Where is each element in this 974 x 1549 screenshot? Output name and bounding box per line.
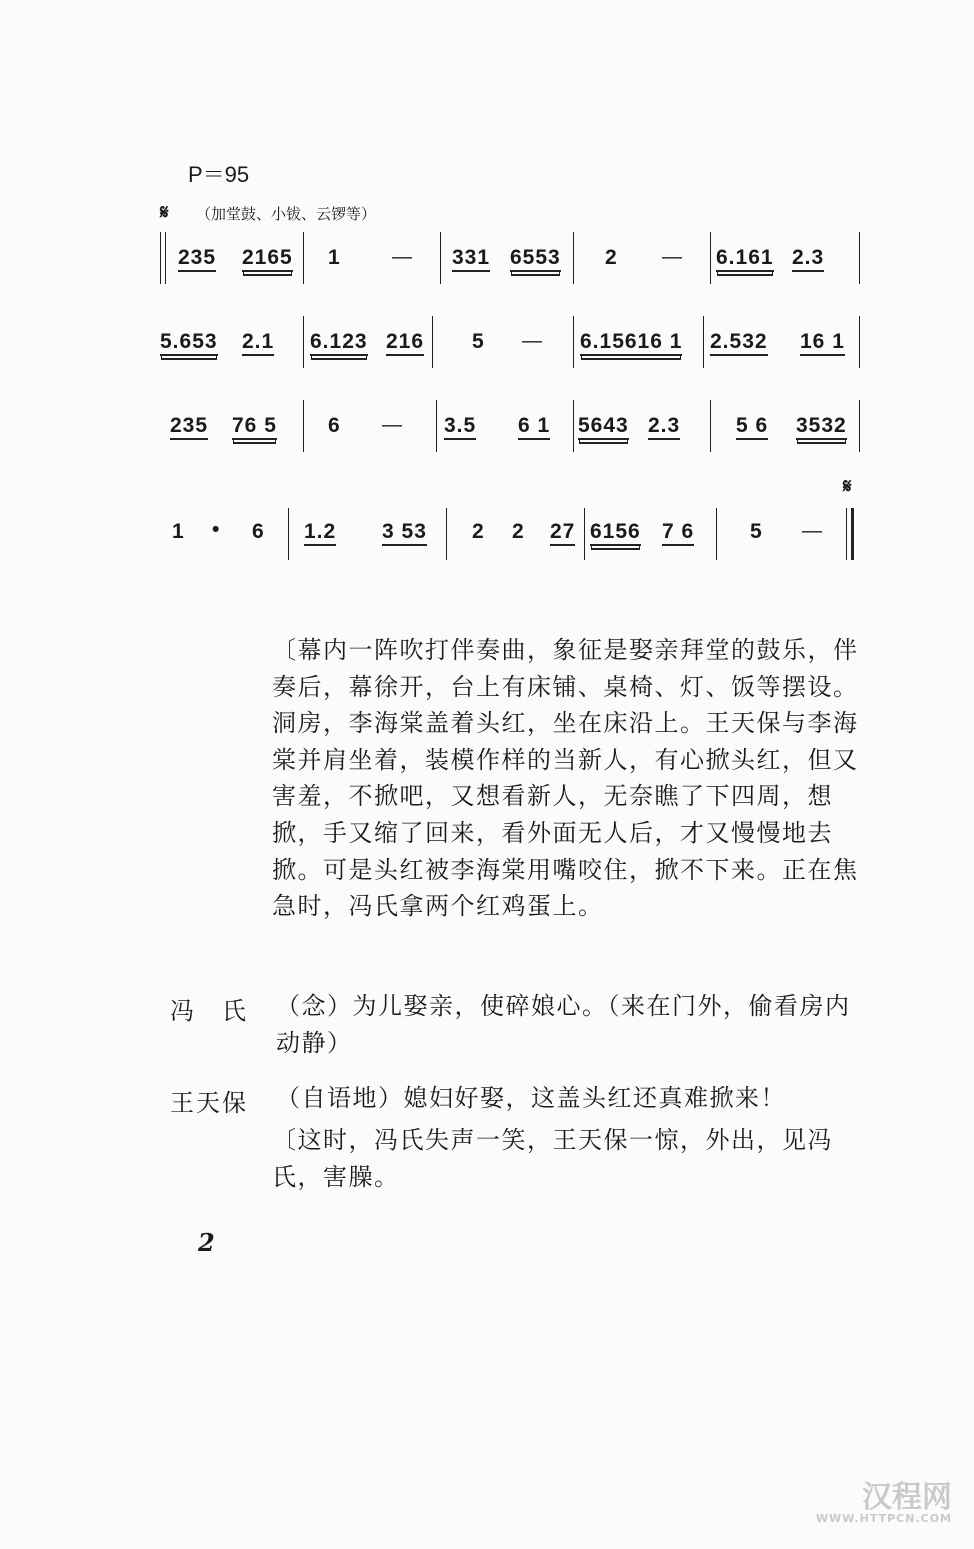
tempo-marking: P＝95 <box>188 162 250 187</box>
note-group: 6553 <box>510 246 561 272</box>
barline <box>288 508 289 560</box>
note-group: 2.3 <box>792 246 824 272</box>
score-line-4 <box>160 500 862 570</box>
watermark-url: WWW.HTTPCN.COM <box>815 1512 952 1525</box>
note-group: 6.123 <box>310 330 368 356</box>
score-line-1 <box>160 232 862 302</box>
sustain-dash: — <box>662 246 682 268</box>
barline <box>432 316 433 368</box>
speaker-feng-shi: 冯 氏 <box>170 997 248 1025</box>
note-group: 235 <box>170 414 208 440</box>
barline <box>859 400 860 452</box>
barline <box>165 232 166 284</box>
segno-sign-start: 𝄋 <box>160 200 169 224</box>
line-feng-shi: （念）为儿娶亲，使碎娘心。（来在门外，偷看房内动静） <box>276 992 851 1057</box>
barline <box>859 232 860 284</box>
sustain-dash: — <box>392 246 412 268</box>
note-group: 76 5 <box>232 414 277 440</box>
barline <box>440 232 441 284</box>
instrumentation-note: （加堂鼓、小钹、云锣等） <box>196 205 377 223</box>
barline <box>303 316 304 368</box>
watermark-name: 汉程网 <box>862 1480 952 1515</box>
note-group: 6156 <box>590 520 641 546</box>
sustain-dash: — <box>522 330 542 352</box>
note-group: 6 <box>252 520 265 543</box>
note-group: 5.653 <box>160 330 218 356</box>
note-group: 3 53 <box>382 520 427 546</box>
page-number: 2 <box>198 1228 215 1257</box>
note-group: 2.1 <box>242 330 274 356</box>
note-group: 5 <box>472 330 485 353</box>
barline <box>716 508 717 560</box>
note-group: 5 <box>750 520 763 543</box>
barline <box>846 508 847 560</box>
note-group: 235 <box>178 246 216 272</box>
final-barline <box>851 508 854 560</box>
score-line-3 <box>160 400 862 470</box>
note-group: 1 <box>328 246 341 269</box>
sustain-dash: — <box>382 414 402 436</box>
speaker-wang-tianbao: 王天保 <box>170 1089 248 1117</box>
barline <box>303 232 304 284</box>
note-group: 3.5 <box>444 414 476 440</box>
note-group: 2 <box>472 520 485 543</box>
note-group: 331 <box>452 246 490 272</box>
barline <box>584 508 585 560</box>
note-group: 2 <box>605 246 618 269</box>
score-line-2 <box>160 316 862 386</box>
barline <box>859 316 860 368</box>
note-group: 1.2 <box>304 520 336 546</box>
note-group: 6.161 <box>716 246 774 272</box>
note-group: 5643 <box>578 414 629 440</box>
note-group: 216 <box>386 330 424 356</box>
sustain-dash: — <box>802 520 822 542</box>
note-group: 5 6 <box>736 414 768 440</box>
stage-direction-opening: 〔幕内一阵吹打伴奏曲，象征是娶亲拜堂的鼓乐，伴奏后，幕徐开，台上有床铺、桌椅、灯、饭等摆设。洞房，李海棠盖着头红，坐在床沿上。王天保与李海棠并肩坐着，装模作样的当新人，有心掀头红，但又害羞，不掀吧，又想看新人，无奈瞧了下四周，想掀，手又缩了回来，看外面无人后，才又慢慢地去掀。可是头红被李海棠用嘴咬住，掀不下来。正在焦急时，冯氏拿两个红鸡蛋上。 <box>272 636 859 921</box>
note-group: 7 6 <box>662 520 694 546</box>
barline <box>710 400 711 452</box>
barline <box>703 316 704 368</box>
stage-direction-closing: 〔这时，冯氏失声一笑，王天保一惊，外出，见冯氏，害臊。 <box>272 1126 833 1191</box>
watermark-logo <box>816 1472 952 1525</box>
note-group: 1 <box>172 520 185 543</box>
barline <box>573 316 574 368</box>
note-group: 2.3 <box>648 414 680 440</box>
barline <box>436 400 437 452</box>
note-group: 6 1 <box>518 414 550 440</box>
barline <box>160 232 161 284</box>
barline <box>710 232 711 284</box>
barline <box>303 400 304 452</box>
note-group: 16 1 <box>800 330 845 356</box>
note-group: 2.532 <box>710 330 768 356</box>
segno-sign-end: 𝄋 <box>843 474 852 498</box>
note-group: 3532 <box>796 414 847 440</box>
note-group: 2165 <box>242 246 293 272</box>
barline <box>573 232 574 284</box>
barline <box>573 400 574 452</box>
note-group: 2 <box>512 520 525 543</box>
note-group: 27 <box>550 520 575 546</box>
barline <box>446 508 447 560</box>
line-wang-tianbao: （自语地）媳妇好娶，这盖头红还真难掀来！ <box>276 1084 786 1112</box>
note-group: 6.15616 1 <box>580 330 682 356</box>
note-group: 6 <box>328 414 341 437</box>
dot-extension: • <box>212 518 221 541</box>
